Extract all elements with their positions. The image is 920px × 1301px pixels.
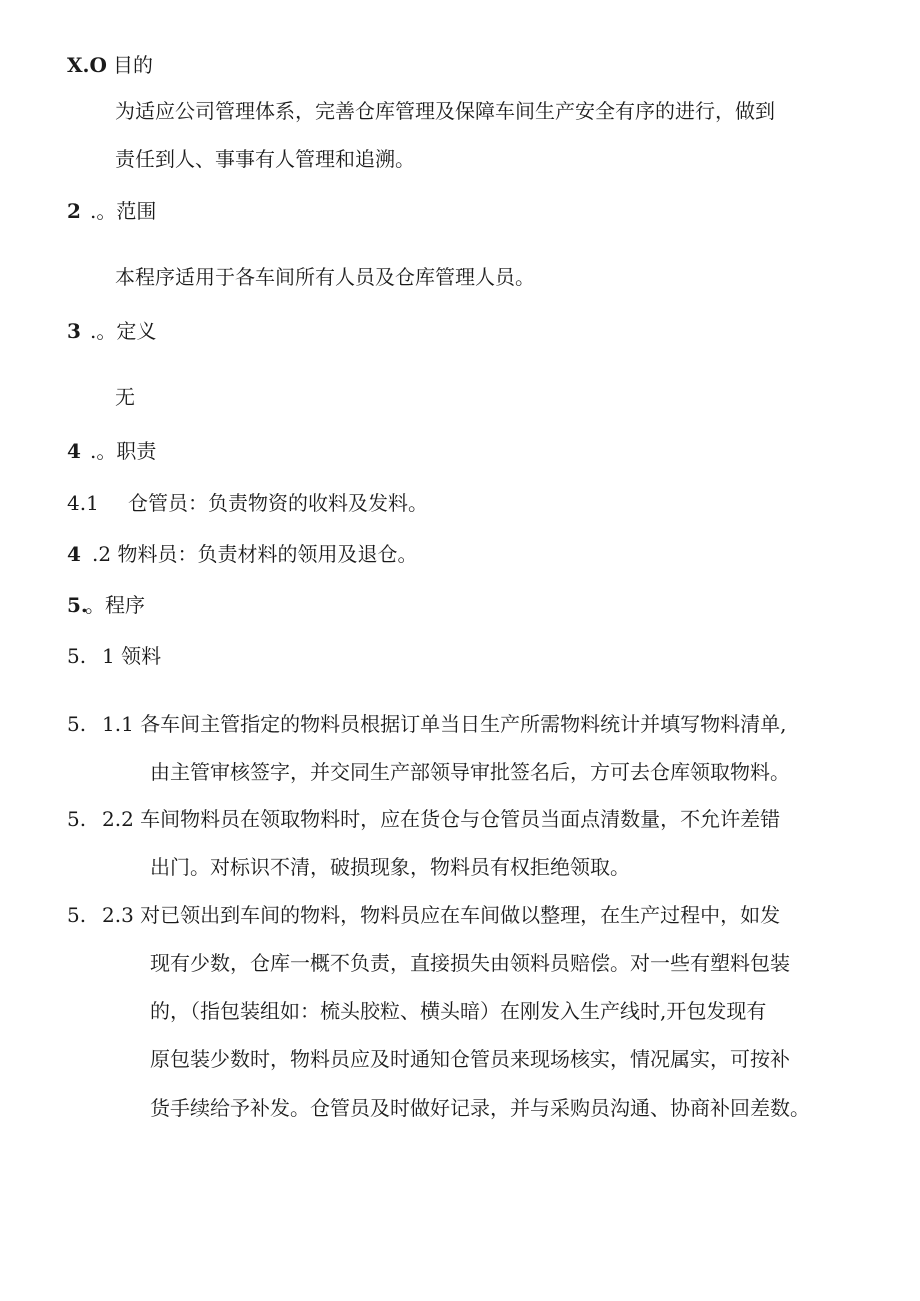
section-4-2-number: 4 — [67, 542, 81, 566]
section-5-1-title: 1 领料 — [102, 644, 162, 668]
section-1-paragraph-line-2: 责任到人、事事有人管理和追溯。 — [115, 147, 415, 171]
section-5-2-2-line-2: 出门。对标识不清，破损现象，物料员有权拒绝领取。 — [150, 855, 630, 879]
section-4-1-number: 4.1 — [67, 491, 99, 515]
section-3-title: .。定义 — [90, 319, 157, 343]
section-1-title: 目的 — [113, 53, 153, 77]
section-5-1-1-number: 5. — [67, 712, 87, 736]
section-5-2-3-line-2: 现有少数，仓库一概不负责，直接损失由领料员赔偿。对一些有塑料包装 — [150, 951, 790, 975]
section-2-number: 2 — [67, 199, 81, 223]
section-3-number: 3 — [67, 319, 81, 343]
section-5-1-1-line-2: 由主管审核签字，并交同生产部领导审批签名后，方可去仓库领取物料。 — [150, 760, 790, 784]
section-5-2-3-number: 5. — [67, 903, 87, 927]
section-5-number: 5. — [67, 593, 88, 617]
section-1-number: X.O — [67, 53, 107, 77]
section-5-1-number: 5. — [67, 644, 87, 668]
section-5-2-2-line-1: 2.2 车间物料员在领取物料时，应在货仓与仓管员当面点清数量，不允许差错 — [102, 807, 781, 831]
section-5-2-2-number: 5. — [67, 807, 87, 831]
section-2-title: .。范围 — [90, 199, 157, 223]
section-1-paragraph-line-1: 为适应公司管理体系，完善仓库管理及保障车间生产安全有序的进行，做到 — [115, 99, 775, 123]
section-2-paragraph: 本程序适用于各车间所有人员及仓库管理人员。 — [115, 265, 535, 289]
section-3-paragraph: 无 — [115, 385, 135, 409]
section-5-2-3-line-5: 货手续给予补发。仓管员及时做好记录，并与采购员沟通、协商补回差数。 — [150, 1096, 810, 1120]
section-4-title: .。职责 — [90, 439, 157, 463]
section-4-number: 4 — [67, 439, 81, 463]
section-5-2-3-line-3: 的，（指包装组如：梳头胶粒、横头暗）在刚发入生产线时,开包发现有 — [150, 999, 767, 1023]
section-4-1-text: 仓管员：负责物资的收料及发料。 — [128, 491, 428, 515]
section-4-2-text: .2 物料员：负责材料的领用及退仓。 — [92, 542, 418, 566]
section-5-title: 。程序 — [85, 593, 145, 617]
section-5-2-3-line-4: 原包装少数时，物料员应及时通知仓管员来现场核实，情况属实，可按补 — [150, 1047, 790, 1071]
section-5-1-1-line-1: 1.1 各车间主管指定的物料员根据订单当日生产所需物料统计并填写物料清单, — [102, 712, 787, 736]
section-5-2-3-line-1: 2.3 对已领出到车间的物料，物料员应在车间做以整理，在生产过程中，如发 — [102, 903, 781, 927]
